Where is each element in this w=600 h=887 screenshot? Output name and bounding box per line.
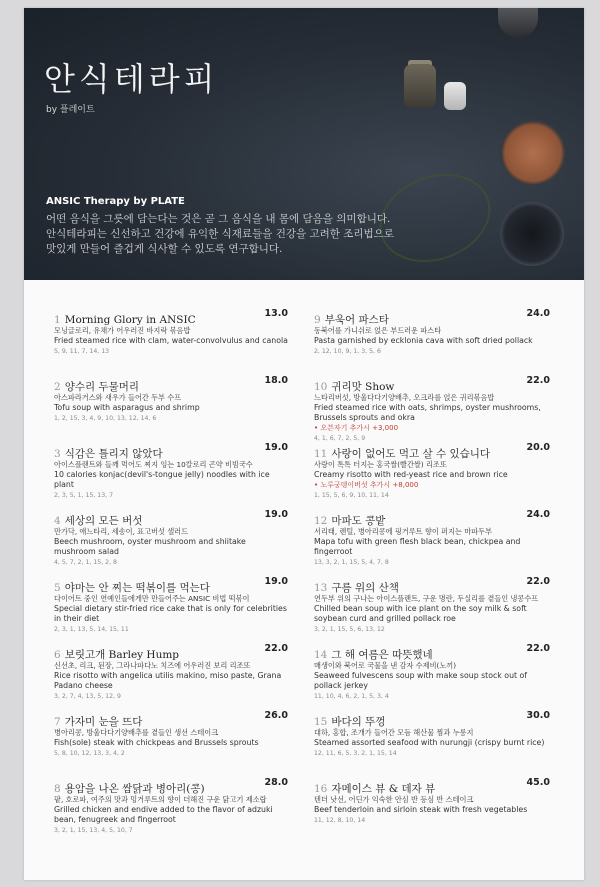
menu-item-korean-desc: 매생이와 북어로 국물을 낸 감자 수제비(노끼) bbox=[314, 661, 457, 670]
menu-item-name: 구름 위의 산책 bbox=[331, 582, 399, 594]
menu-item-header bbox=[54, 308, 288, 324]
menu-item-name: 그 해 여름은 따뜻했네 bbox=[331, 649, 433, 661]
menu-item-header bbox=[314, 576, 550, 592]
menu-item-allergens: 5, 9, 11, 7, 14, 13 bbox=[54, 348, 110, 355]
menu-item-korean-desc: 모닝글로리, 유채가 어우러진 바지락 볶음밥 bbox=[54, 326, 191, 335]
menu-item-allergens: 5, 8, 10, 12, 13, 3, 4, 2 bbox=[54, 750, 125, 757]
menu-item-number: 14 bbox=[314, 649, 328, 661]
menu-item-english-desc: Mapa tofu with green flesh black bean, chickpea and fingerroot bbox=[314, 537, 521, 556]
menu-item-english-desc: Rice risotto with angelica utilis makino, miso paste, Grana Padano cheese bbox=[54, 671, 282, 690]
menu-item-name: 사랑이 없어도 먹고 살 수 있습니다 bbox=[331, 448, 491, 460]
menu-item-english-desc: 10 calories konjac(devil's-tongue jelly) noodles with ice plant bbox=[54, 470, 270, 489]
menu-item-korean-desc: 연두부 위의 구나는 아이스플랜트, 구운 명란, 두실리를 곁들인 냉콩수프 bbox=[314, 594, 539, 603]
menu-item-name: 부욱어 파스타 bbox=[324, 314, 389, 326]
menu-item-allergens: 4, 1, 6, 7, 2, 5, 9 bbox=[314, 435, 366, 442]
menu-item-price: 22.0 bbox=[526, 643, 550, 654]
menu-item-korean-desc: 동북어를 가니쉬로 얹은 부드러운 파스타 bbox=[314, 326, 442, 335]
menu-item-name: 세상의 모든 버섯 bbox=[64, 515, 143, 527]
menu-item bbox=[314, 375, 550, 442]
menu-item-header bbox=[314, 442, 550, 458]
menu-page bbox=[24, 8, 584, 880]
menu-item-price: 28.0 bbox=[264, 777, 288, 788]
menu-item-header bbox=[314, 777, 550, 793]
menu-item bbox=[54, 442, 288, 509]
menu-item bbox=[54, 375, 288, 442]
menu-item-allergens: 13, 3, 2, 1, 15, 5, 4, 7, 8 bbox=[314, 559, 389, 566]
menu-item-allergens: 1, 15, 5, 6, 9, 10, 11, 14 bbox=[314, 492, 389, 499]
menu-item-allergens: 3, 2, 7, 4, 13, 5, 12, 9 bbox=[54, 693, 121, 700]
menu-item-name: 자메이스 뷰 & 데자 뷰 bbox=[331, 783, 436, 795]
intro-line: 어떤 음식을 그릇에 담는다는 것은 곧 그 음식을 내 몸에 담음을 의미합니다. bbox=[46, 213, 391, 225]
menu-item-number: 7 bbox=[54, 716, 61, 728]
menu-item-header bbox=[54, 576, 288, 592]
menu-item-korean-desc: 사랑이 톡톡 터지는 홍국쌀(빨간쌀) 리조또 bbox=[314, 460, 447, 469]
menu-item-english-desc: Special dietary stir-fried rice cake that is only for celebrities in their diet bbox=[54, 604, 287, 623]
menu-item-korean-desc: 신선초, 리크, 된장, 그라나파다노 치즈에 어우러진 보리 리조또 bbox=[54, 661, 251, 670]
menu-item-number: 11 bbox=[314, 448, 328, 460]
menu-item bbox=[54, 710, 288, 777]
menu-item-name: 가자미 눈을 뜨다 bbox=[64, 716, 143, 728]
salt-shaker-image bbox=[444, 82, 466, 110]
menu-item-price: 13.0 bbox=[264, 308, 288, 319]
menu-item-header bbox=[314, 509, 550, 525]
menu-item-price: 24.0 bbox=[526, 509, 550, 520]
menu-item-header bbox=[314, 308, 550, 324]
menu-item-korean-desc: 다이어트 중인 연예인들에게만 만들어주는 ANSIC 비법 떡볶이 bbox=[54, 594, 250, 603]
menu-item-number: 8 bbox=[54, 783, 61, 795]
menu-item-header bbox=[54, 509, 288, 525]
menu-item-number: 4 bbox=[54, 515, 61, 527]
menu-item-korean-desc: 아이스플랜트와 들깨 먹어도 찌지 잉는 10칼로리 곤약 비빔국수 bbox=[54, 460, 253, 469]
menu-item-korean-desc: 대하, 홍합, 조개가 들어간 모듬 해산물 찜과 누룽지 bbox=[314, 728, 474, 737]
menu-item-price: 22.0 bbox=[264, 643, 288, 654]
menu-item-english-desc: Grilled chicken and endive added to the flavor of adzuki bean, fenugreek and fingerroot bbox=[54, 805, 273, 824]
menu-section bbox=[24, 280, 584, 834]
intro-text bbox=[46, 212, 406, 257]
menu-item-name: 식감은 틀리지 않았다 bbox=[64, 448, 163, 460]
menu-item-name: 귀리맛 Show bbox=[331, 381, 395, 393]
menu-item-korean-desc: 병아리콩, 방울다다기양배추를 곁들인 생선 스테이크 bbox=[54, 728, 219, 737]
menu-item-header bbox=[54, 442, 288, 458]
menu-item-number: 13 bbox=[314, 582, 328, 594]
menu-item-allergens: 3, 2, 1, 15, 13, 4, 5, 10, 7 bbox=[54, 827, 133, 834]
menu-item-extra-option: • 노루궁뎅이버섯 추가시 +8,000 bbox=[314, 481, 419, 489]
menu-item-price: 22.0 bbox=[526, 375, 550, 386]
menu-item-korean-desc: 텐더 낫선, 어딘가 익숙한 안심 반 등심 반 스테이크 bbox=[314, 795, 474, 804]
menu-item-english-desc: Chilled bean soup with ice plant on the soy milk & soft soybean curd and grilled pollack roe bbox=[314, 604, 527, 623]
menu-item-korean-desc: 만가닥, 애느타리, 세송이, 표고버섯 샐러드 bbox=[54, 527, 189, 536]
menu-item bbox=[54, 777, 288, 844]
menu-item-english-desc: Tofu soup with asparagus and shrimp bbox=[54, 403, 200, 412]
menu-item-name: 보릿고개 Barley Hump bbox=[64, 649, 180, 661]
menu-item bbox=[54, 643, 288, 710]
menu-item-number: 3 bbox=[54, 448, 61, 460]
menu-item-name: 양수리 두물머리 bbox=[64, 381, 140, 393]
menu-item-name: 바다의 뚜껑 bbox=[331, 716, 386, 728]
intro-line: 안식테라피는 신선하고 건강에 유익한 식재료들을 건강을 고려한 조리법으로 bbox=[46, 228, 394, 240]
menu-item-number: 1 bbox=[54, 314, 61, 326]
menu-item-korean-desc: 서리태, 렌틸, 병아리콩에 핑거루트 향이 퍼지는 마파두부 bbox=[314, 527, 492, 536]
menu-item-english-desc: Beef tenderloin and sirloin steak with fresh vegetables bbox=[314, 805, 528, 814]
menu-item bbox=[54, 308, 288, 375]
menu-item-english-desc: Fried steamed rice with clam, water-convolvulus and canola bbox=[54, 336, 288, 345]
menu-column-right bbox=[314, 308, 550, 844]
restaurant-title: 안식테라피 bbox=[44, 60, 219, 98]
menu-item-number: 16 bbox=[314, 783, 328, 795]
menu-item-name: Morning Glory in ANSIC bbox=[64, 314, 196, 326]
menu-item-number: 10 bbox=[314, 381, 328, 393]
menu-item-name: 마파도 콩밭 bbox=[331, 515, 386, 527]
menu-item-english-desc: Pasta garnished by ecklonia cava with soft dried pollack bbox=[314, 336, 533, 345]
menu-item-price: 22.0 bbox=[526, 576, 550, 587]
menu-item bbox=[314, 710, 550, 777]
menu-item-header bbox=[314, 643, 550, 659]
menu-item-name: 용암을 나온 쌈닭과 병아리(콩) bbox=[64, 783, 205, 795]
menu-item-price: 19.0 bbox=[264, 442, 288, 453]
jar-image bbox=[404, 64, 436, 108]
menu-item bbox=[314, 308, 550, 375]
menu-item bbox=[54, 576, 288, 643]
menu-column-left bbox=[54, 308, 288, 844]
menu-item-price: 24.0 bbox=[526, 308, 550, 319]
menu-item-header bbox=[54, 643, 288, 659]
menu-item-english-desc: Seaweed fulvescens soup with make soup stock out of pollack jerkey bbox=[314, 671, 528, 690]
hero-banner bbox=[24, 8, 584, 280]
byline: by 플레이트 bbox=[46, 105, 95, 115]
menu-item-english-desc: Fish(sole) steak with chickpeas and Brussels sprouts bbox=[54, 738, 259, 747]
menu-item-allergens: 2, 3, 5, 1, 15, 13, 7 bbox=[54, 492, 114, 499]
menu-item bbox=[314, 777, 550, 844]
menu-item-header bbox=[54, 777, 288, 793]
menu-item bbox=[314, 576, 550, 643]
menu-item-header bbox=[54, 710, 288, 726]
menu-item-price: 19.0 bbox=[264, 576, 288, 587]
menu-item-header bbox=[54, 375, 288, 391]
menu-item-english-desc: Steamed assorted seafood with nurungji (crispy burnt rice) bbox=[314, 738, 545, 747]
menu-item-number: 9 bbox=[314, 314, 321, 326]
menu-item bbox=[314, 643, 550, 710]
menu-item bbox=[314, 509, 550, 576]
menu-item-price: 19.0 bbox=[264, 509, 288, 520]
menu-item-price: 26.0 bbox=[264, 710, 288, 721]
menu-item-price: 20.0 bbox=[526, 442, 550, 453]
menu-item-english-desc: Fried steamed rice with oats, shrimps, oyster mushrooms, Brussels sprouts and okra bbox=[314, 403, 541, 422]
menu-item-allergens: 11, 10, 4, 6, 2, 1, 5, 3, 4 bbox=[314, 693, 389, 700]
subtitle: ANSIC Therapy by PLATE bbox=[46, 196, 185, 207]
menu-item-number: 2 bbox=[54, 381, 61, 393]
spice-bowl-image bbox=[500, 120, 566, 186]
menu-item-allergens: 2, 12, 10, 9, 1, 3, 5, 6 bbox=[314, 348, 381, 355]
menu-item-allergens: 12, 11, 6, 5, 3, 2, 1, 15, 14 bbox=[314, 750, 397, 757]
menu-item-extra-option: • 오븐자기 추가시 +3,000 bbox=[314, 424, 399, 432]
menu-item-allergens: 11, 12, 8, 10, 14 bbox=[314, 817, 366, 824]
menu-item-allergens: 3, 2, 1, 15, 5, 6, 13, 12 bbox=[314, 626, 385, 633]
menu-item-number: 15 bbox=[314, 716, 328, 728]
menu-item-name: 야마는 안 찌는 떡볶이를 먹는다 bbox=[64, 582, 210, 594]
menu-item-price: 45.0 bbox=[526, 777, 550, 788]
menu-item-price: 18.0 bbox=[264, 375, 288, 386]
menu-item-header bbox=[314, 710, 550, 726]
glass-image bbox=[498, 8, 538, 38]
dark-bowl-image bbox=[500, 202, 564, 266]
menu-item-price: 30.0 bbox=[526, 710, 550, 721]
menu-item-korean-desc: 팥, 호로파, 여주의 맛과 밍거루트의 향이 더해진 구운 닭고기 제소랍 bbox=[54, 795, 267, 804]
menu-item-allergens: 2, 3, 1, 13, 5, 14, 15, 11 bbox=[54, 626, 129, 633]
intro-line: 맛있게 만들어 즐겁게 식사할 수 있도록 연구합니다. bbox=[46, 243, 283, 255]
menu-item-allergens: 4, 5, 7, 2, 1, 15, 2, 8 bbox=[54, 559, 117, 566]
menu-item bbox=[314, 442, 550, 509]
menu-item-number: 12 bbox=[314, 515, 328, 527]
menu-item-number: 6 bbox=[54, 649, 61, 661]
menu-item-header bbox=[314, 375, 550, 391]
menu-item bbox=[54, 509, 288, 576]
menu-item-english-desc: Creamy risotto with red-yeast rice and brown rice bbox=[314, 470, 508, 479]
menu-item-number: 5 bbox=[54, 582, 61, 594]
menu-item-english-desc: Beech mushroom, oyster mushroom and shiitake mushroom salad bbox=[54, 537, 246, 556]
menu-item-korean-desc: 아스파라거스와 새우가 들어간 두부 수프 bbox=[54, 393, 182, 402]
menu-item-korean-desc: 느타리버섯, 방울다다기양배추, 오크라를 얹은 귀리볶음밥 bbox=[314, 393, 495, 402]
menu-item-allergens: 1, 2, 15, 3, 4, 9, 10, 13, 12, 14, 6 bbox=[54, 415, 157, 422]
